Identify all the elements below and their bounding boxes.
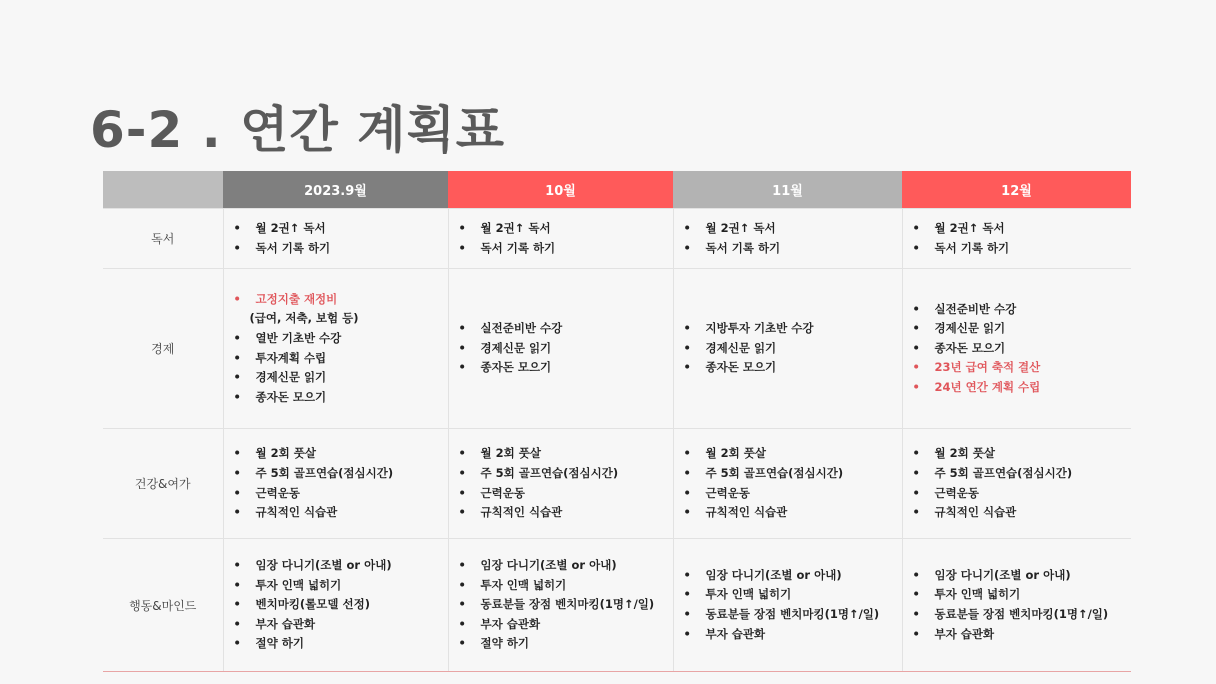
plan-cell <box>902 269 1131 429</box>
list-item: • 종자돈 모으기 <box>234 388 442 408</box>
list-item: • 임장 다니기(조별 or 아내) <box>234 556 442 576</box>
plan-item-list <box>913 300 1126 398</box>
list-item: • 부자 습관화 <box>684 625 896 645</box>
list-item: • 경제신문 읽기 <box>234 368 442 388</box>
list-item: • 월 2회 풋살 <box>913 444 1126 464</box>
list-item: • 투자 인맥 넓히기 <box>913 585 1126 605</box>
list-item: • 규칙적인 식습관 <box>459 503 667 523</box>
plan-item-list <box>459 319 667 378</box>
list-item: • 투자 인맥 넓히기 <box>234 576 442 596</box>
plan-cell <box>223 539 448 672</box>
table-row <box>103 539 1131 672</box>
list-item: • 동료분들 장점 벤치마킹(1명↑/일) <box>913 605 1126 625</box>
list-item: • 부자 습관화 <box>459 615 667 635</box>
header-row <box>103 171 1131 209</box>
list-item: • 주 5회 골프연습(점심시간) <box>234 464 442 484</box>
list-item: • 독서 기록 하기 <box>684 239 896 259</box>
header-cell-nov: 11월 <box>673 171 902 209</box>
header-cell-oct: 10월 <box>448 171 673 209</box>
table-row <box>103 269 1131 429</box>
list-item: • 근력운동 <box>234 484 442 504</box>
list-item: • 임장 다니기(조별 or 아내) <box>684 566 896 586</box>
plan-cell <box>448 429 673 539</box>
list-item: • 동료분들 장점 벤치마킹(1명↑/일) <box>459 595 667 615</box>
list-item: • 임장 다니기(조별 or 아내) <box>459 556 667 576</box>
list-item: • 지방투자 기초반 수강 <box>684 319 896 339</box>
table-row <box>103 429 1131 539</box>
list-item: • 규칙적인 식습관 <box>913 503 1126 523</box>
list-item: • 실전준비반 수강 <box>913 300 1126 320</box>
list-item: • 부자 습관화 <box>234 615 442 635</box>
plan-item-list <box>234 444 442 522</box>
plan-cell <box>448 209 673 269</box>
list-item: • 주 5회 골프연습(점심시간) <box>913 464 1126 484</box>
header-cell-sep: 2023.9월 <box>223 171 448 209</box>
list-item: • 월 2회 풋살 <box>684 444 896 464</box>
list-item: • 월 2권↑ 독서 <box>913 219 1126 239</box>
list-item: • 열반 기초반 수강 <box>234 329 442 349</box>
list-item: • 주 5회 골프연습(점심시간) <box>684 464 896 484</box>
plan-item-list <box>459 219 667 258</box>
plan-cell <box>223 209 448 269</box>
list-item: • 종자돈 모으기 <box>913 339 1126 359</box>
plan-cell <box>902 539 1131 672</box>
page-title: 6-2 . 연간 계획표 <box>90 101 506 159</box>
list-item: • 임장 다니기(조별 or 아내) <box>913 566 1126 586</box>
list-item: • 근력운동 <box>913 484 1126 504</box>
list-item: • 월 2회 풋살 <box>459 444 667 464</box>
row-label: 경제 <box>103 269 223 429</box>
plan-item-list <box>684 319 896 378</box>
plan-cell <box>448 539 673 672</box>
header-cell-dec: 12월 <box>902 171 1131 209</box>
plan-cell <box>902 429 1131 539</box>
plan-item-list <box>234 290 442 408</box>
list-item: • 독서 기록 하기 <box>459 239 667 259</box>
list-item: • 경제신문 읽기 <box>459 339 667 359</box>
plan-item-list <box>234 219 442 258</box>
list-item: • 근력운동 <box>459 484 667 504</box>
header-cell-blank <box>103 171 223 209</box>
list-item: • 투자계획 수립 <box>234 349 442 369</box>
plan-cell <box>223 429 448 539</box>
list-item: • 23년 급여 축적 결산 <box>913 358 1126 378</box>
row-label: 행동&마인드 <box>103 539 223 672</box>
list-item: • 실전준비반 수강 <box>459 319 667 339</box>
list-item: • 월 2회 풋살 <box>234 444 442 464</box>
list-item: • 절약 하기 <box>234 634 442 654</box>
list-item: • 투자 인맥 넓히기 <box>459 576 667 596</box>
list-item: • 독서 기록 하기 <box>234 239 442 259</box>
list-item: • 절약 하기 <box>459 634 667 654</box>
list-item: • 종자돈 모으기 <box>459 358 667 378</box>
list-item: • 투자 인맥 넓히기 <box>684 585 896 605</box>
plan-item-list <box>459 444 667 522</box>
annual-plan-table <box>103 171 1131 672</box>
list-item: • 동료분들 장점 벤치마킹(1명↑/일) <box>684 605 896 625</box>
list-item: • 월 2권↑ 독서 <box>459 219 667 239</box>
plan-item-list <box>913 566 1126 644</box>
list-item: • 24년 연간 계획 수립 <box>913 378 1126 398</box>
list-item: • 월 2권↑ 독서 <box>684 219 896 239</box>
plan-item-list <box>684 566 896 644</box>
list-item: • 부자 습관화 <box>913 625 1126 645</box>
row-label: 건강&여가 <box>103 429 223 539</box>
plan-cell <box>902 209 1131 269</box>
list-item: • 월 2권↑ 독서 <box>234 219 442 239</box>
list-item: • 규칙적인 식습관 <box>684 503 896 523</box>
plan-cell <box>673 539 902 672</box>
list-item: • 경제신문 읽기 <box>684 339 896 359</box>
plan-item-list <box>684 219 896 258</box>
plan-item-list <box>684 444 896 522</box>
plan-item-list <box>234 556 442 654</box>
plan-cell <box>673 209 902 269</box>
list-item: • 고정지출 재정비 <box>234 290 442 310</box>
plan-item-list <box>913 219 1126 258</box>
plan-cell <box>448 269 673 429</box>
plan-cell <box>673 269 902 429</box>
plan-cell <box>673 429 902 539</box>
list-item: • 규칙적인 식습관 <box>234 503 442 523</box>
table-row <box>103 209 1131 269</box>
list-item: • 근력운동 <box>684 484 896 504</box>
list-item: (급여, 저축, 보험 등) <box>249 311 359 326</box>
list-item: • 벤치마킹(롤모델 선정) <box>234 595 442 615</box>
plan-cell <box>223 269 448 429</box>
plan-item-list <box>913 444 1126 522</box>
list-item: • 경제신문 읽기 <box>913 319 1126 339</box>
list-item: • 종자돈 모으기 <box>684 358 896 378</box>
row-label: 독서 <box>103 209 223 269</box>
plan-item-list <box>459 556 667 654</box>
list-item: • 독서 기록 하기 <box>913 239 1126 259</box>
list-item: • 주 5회 골프연습(점심시간) <box>459 464 667 484</box>
